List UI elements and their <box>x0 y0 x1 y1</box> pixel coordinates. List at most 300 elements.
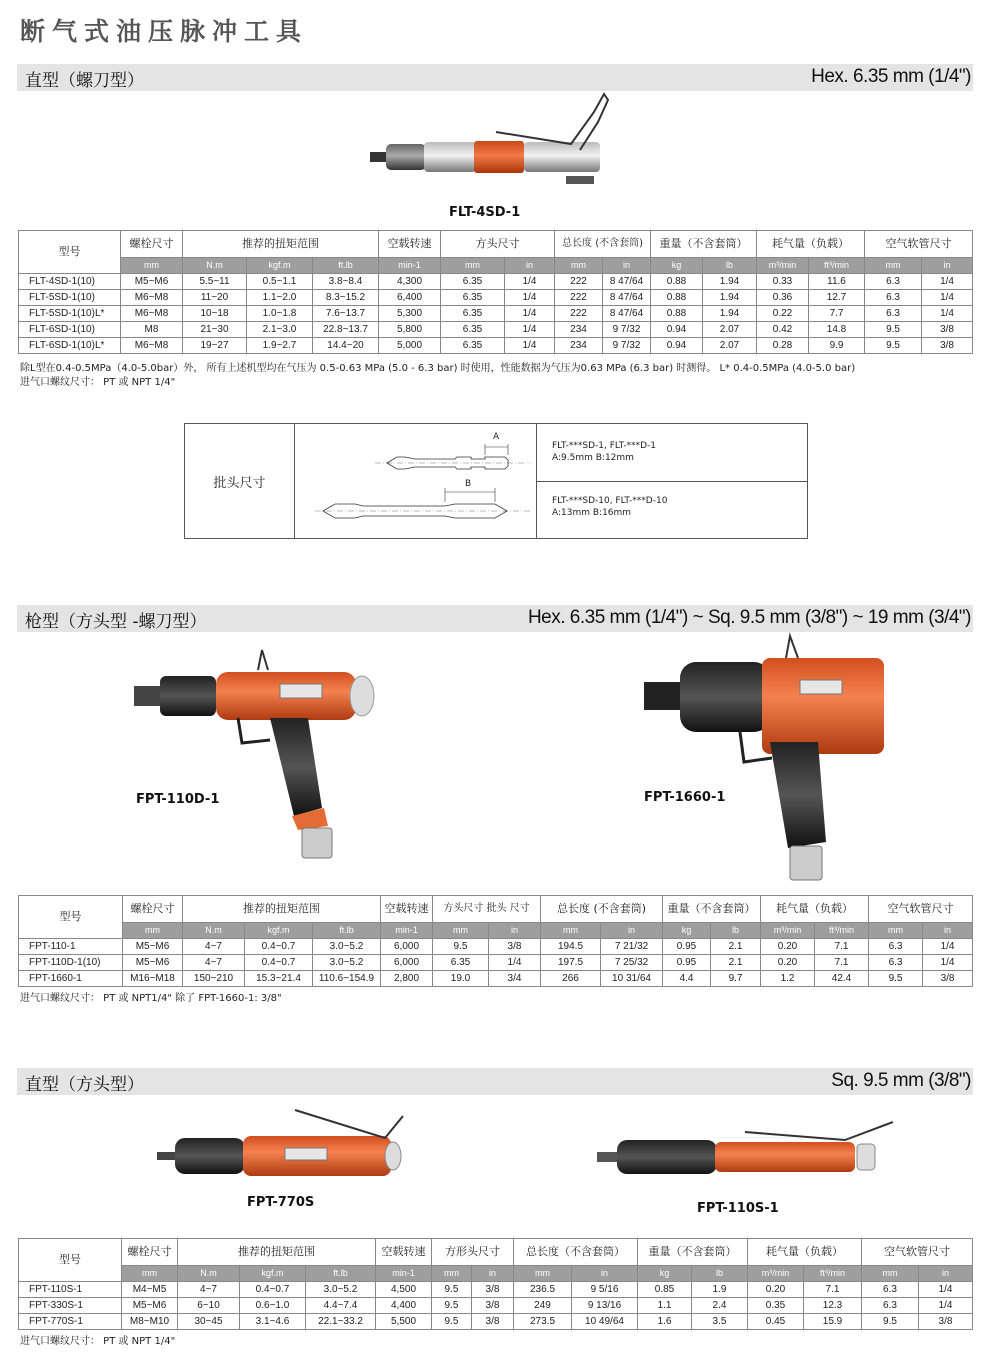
value-cell: 1/4 <box>923 939 973 955</box>
note-inlet-thread: 进气口螺纹尺寸： PT 或 NPT 1/4" <box>20 377 176 388</box>
value-cell: 6.3 <box>865 306 922 322</box>
value-cell: 9.5 <box>862 1314 919 1330</box>
value-cell: 3.1~4.6 <box>240 1314 306 1330</box>
unit-cell: N.m <box>183 258 247 274</box>
header-model: 型号 <box>19 231 121 274</box>
value-cell: 9.5 <box>865 338 922 354</box>
value-cell: 1.94 <box>703 290 757 306</box>
value-cell: 1.6 <box>638 1314 692 1330</box>
table-row <box>19 971 973 987</box>
tool-label-fpt-1660-1: FPT-1660-1 <box>644 790 726 805</box>
value-cell: 266 <box>541 971 601 987</box>
value-cell: 1/4 <box>922 274 973 290</box>
value-cell: 1.1 <box>638 1298 692 1314</box>
unit-cell: mm <box>441 258 505 274</box>
bit-spec-2-models: FLT-***SD-10, FLT-***D-10 <box>552 496 668 506</box>
section-spec: Sq. 9.5 mm (3/8") <box>831 1070 971 1091</box>
spec-table-pistol <box>18 895 973 987</box>
unit-cell: m³/min <box>757 258 809 274</box>
bit-spec-1 <box>537 440 807 464</box>
section-header-straight-screwdriver <box>17 64 973 91</box>
value-cell: 42.4 <box>815 971 869 987</box>
value-cell: 197.5 <box>541 955 601 971</box>
header-model: 型号 <box>19 896 123 939</box>
value-cell: 3.0~5.2 <box>313 955 381 971</box>
header-speed: 空载转速 <box>376 1239 432 1266</box>
header-length: 总长度（不含套筒） <box>514 1239 638 1266</box>
value-cell: 14.4~20 <box>313 338 379 354</box>
section-title: 枪型（方头型 -螺刀型） <box>25 612 207 632</box>
table-row <box>19 306 973 322</box>
model-cell: FPT-770S-1 <box>19 1314 122 1330</box>
value-cell: 234 <box>555 322 603 338</box>
value-cell: 11~20 <box>183 290 247 306</box>
spec-table-straight-square <box>18 1238 973 1330</box>
unit-cell: ft.lb <box>313 258 379 274</box>
value-cell: 11.6 <box>809 274 865 290</box>
value-cell: 2.1~3.0 <box>247 322 313 338</box>
model-cell: FPT-1660-1 <box>19 971 123 987</box>
value-cell: 1.94 <box>703 306 757 322</box>
header-torque: 推荐的扭矩范围 <box>183 896 381 923</box>
value-cell: 7.6~13.7 <box>313 306 379 322</box>
unit-cell: N.m <box>183 923 245 939</box>
value-cell: 234 <box>555 338 603 354</box>
unit-cell: kg <box>663 923 711 939</box>
value-cell: 6.35 <box>441 338 505 354</box>
value-cell: 8 47/64 <box>603 274 651 290</box>
value-cell: 222 <box>555 274 603 290</box>
unit-cell: m³/min <box>748 1266 804 1282</box>
bit-spec-2-dims: A:13mm B:16mm <box>552 508 632 518</box>
value-cell: 8 47/64 <box>603 306 651 322</box>
unit-cell: kg <box>651 258 703 274</box>
value-cell: 6.35 <box>441 306 505 322</box>
value-cell: 6,000 <box>381 955 433 971</box>
value-cell: 6.3 <box>869 955 923 971</box>
value-cell: M16~M18 <box>123 971 183 987</box>
value-cell: 15.9 <box>804 1314 862 1330</box>
bit-size-box <box>184 423 808 539</box>
header-bolt: 螺栓尺寸 <box>122 1239 178 1266</box>
value-cell: 0.36 <box>757 290 809 306</box>
model-cell: FPT-110-1 <box>19 939 123 955</box>
value-cell: 0.4~0.7 <box>240 1282 306 1298</box>
unit-cell: mm <box>869 923 923 939</box>
value-cell: 3/8 <box>922 322 973 338</box>
header-hose: 空气软管尺寸 <box>862 1239 973 1266</box>
value-cell: 1/4 <box>505 290 555 306</box>
section-header-pistol <box>17 605 973 632</box>
unit-cell: in <box>505 258 555 274</box>
value-cell: 9 7/32 <box>603 322 651 338</box>
value-cell: 7.1 <box>804 1282 862 1298</box>
header-air: 耗气量（负载） <box>761 896 869 923</box>
unit-cell: mm <box>122 1266 178 1282</box>
value-cell: 4,500 <box>376 1282 432 1298</box>
value-cell: 249 <box>514 1298 572 1314</box>
value-cell: 1.94 <box>703 274 757 290</box>
unit-cell: ft.lb <box>313 923 381 939</box>
table-body <box>19 939 973 987</box>
model-cell: FLT-6SD-1(10) <box>19 322 121 338</box>
value-cell: M5~M6 <box>123 955 183 971</box>
value-cell: 9.5 <box>869 971 923 987</box>
value-cell: 150~210 <box>183 971 245 987</box>
value-cell: 7 25/32 <box>601 955 663 971</box>
value-cell: 10~18 <box>183 306 247 322</box>
value-cell: 0.6~1.0 <box>240 1298 306 1314</box>
table-row <box>19 939 973 955</box>
note-pressure: 除L型在0.4-0.5MPa（4.0-5.0bar）外， 所有上述机型均在气压为 0.5-0.63 MPa (5.0 - 6.3 bar) 时使用，性能数据为气压为0.63 MPa (6.3 bar) 时测得。 L* 0.4-0.5MPa (4.0-5.0 bar) <box>20 363 856 374</box>
value-cell: 10 49/64 <box>572 1314 638 1330</box>
header-length: 总长度 (不含套筒) <box>555 231 651 258</box>
value-cell: 8 47/64 <box>603 290 651 306</box>
value-cell: 0.95 <box>663 955 711 971</box>
unit-cell: lb <box>711 923 761 939</box>
value-cell: 1.0~1.8 <box>247 306 313 322</box>
value-cell: 9.7 <box>711 971 761 987</box>
value-cell: 10 31/64 <box>601 971 663 987</box>
unit-cell: mm <box>865 258 922 274</box>
unit-cell: min-1 <box>379 258 441 274</box>
value-cell: 1/4 <box>923 955 973 971</box>
value-cell: 2,800 <box>381 971 433 987</box>
value-cell: 0.33 <box>757 274 809 290</box>
note-inlet-thread: 进气口螺纹尺寸： PT 或 NPT1/4" 除了 FPT-1660-1: 3/8" <box>20 993 282 1004</box>
bit-spec-2 <box>537 495 807 519</box>
unit-cell: N.m <box>178 1266 240 1282</box>
table-row <box>19 274 973 290</box>
value-cell: 0.88 <box>651 290 703 306</box>
value-cell: 236.5 <box>514 1282 572 1298</box>
value-cell: 4,300 <box>379 274 441 290</box>
unit-cell: in <box>919 1266 973 1282</box>
value-cell: 8.3~15.2 <box>313 290 379 306</box>
value-cell: M5~M6 <box>122 1298 178 1314</box>
value-cell: 0.5~1.1 <box>247 274 313 290</box>
value-cell: 12.7 <box>809 290 865 306</box>
unit-cell: m³/min <box>761 923 815 939</box>
page-title: 断气式油压脉冲工具 <box>20 17 309 46</box>
value-cell: 0.28 <box>757 338 809 354</box>
value-cell: 9 7/32 <box>603 338 651 354</box>
value-cell: 0.22 <box>757 306 809 322</box>
table-body <box>19 274 973 354</box>
value-cell: 4.4~7.4 <box>306 1298 376 1314</box>
table-row <box>19 1314 973 1330</box>
value-cell: 6.3 <box>862 1298 919 1314</box>
value-cell: M6~M8 <box>121 290 183 306</box>
value-cell: 110.6~154.9 <box>313 971 381 987</box>
value-cell: 7.1 <box>815 955 869 971</box>
note-inlet-thread: 进气口螺纹尺寸： PT 或 NPT 1/4" <box>20 1336 176 1347</box>
bit-divider <box>537 481 807 482</box>
value-cell: 21~30 <box>183 322 247 338</box>
header-torque: 推荐的扭矩范围 <box>178 1239 376 1266</box>
header-hose: 空气软管尺寸 <box>869 896 973 923</box>
value-cell: 2.07 <box>703 338 757 354</box>
tool-label-fpt-770s: FPT-770S <box>247 1195 315 1210</box>
header-length: 总长度 (不含套筒) <box>541 896 663 923</box>
value-cell: 2.4 <box>692 1298 748 1314</box>
unit-cell: mm <box>433 923 489 939</box>
value-cell: M5~M6 <box>121 274 183 290</box>
value-cell: 4,400 <box>376 1298 432 1314</box>
unit-cell: ft³/min <box>804 1266 862 1282</box>
value-cell: 5,500 <box>376 1314 432 1330</box>
unit-cell: min-1 <box>376 1266 432 1282</box>
header-square: 方形头尺寸 <box>432 1239 514 1266</box>
value-cell: 4~7 <box>178 1282 240 1298</box>
value-cell: 1/4 <box>505 322 555 338</box>
value-cell: 7.1 <box>815 939 869 955</box>
value-cell: 1/4 <box>922 290 973 306</box>
value-cell: 9.5 <box>433 939 489 955</box>
value-cell: 2.07 <box>703 322 757 338</box>
value-cell: 3/8 <box>472 1314 514 1330</box>
value-cell: M8~M10 <box>122 1314 178 1330</box>
value-cell: 0.4~0.7 <box>245 955 313 971</box>
value-cell: 222 <box>555 306 603 322</box>
bit-size-label: 批头尺寸 <box>185 424 295 538</box>
spec-table-straight-screwdriver <box>18 230 973 354</box>
unit-cell: in <box>922 258 973 274</box>
model-cell: FPT-330S-1 <box>19 1298 122 1314</box>
value-cell: 273.5 <box>514 1314 572 1330</box>
unit-cell: mm <box>514 1266 572 1282</box>
bit-diagram <box>295 424 537 538</box>
table-row <box>19 955 973 971</box>
unit-cell: mm <box>123 923 183 939</box>
unit-cell: kg <box>638 1266 692 1282</box>
value-cell: 9.5 <box>432 1298 472 1314</box>
value-cell: 0.94 <box>651 338 703 354</box>
value-cell: 0.42 <box>757 322 809 338</box>
table-row <box>19 338 973 354</box>
value-cell: 222 <box>555 290 603 306</box>
unit-cell: kgf.m <box>240 1266 306 1282</box>
table-row <box>19 1282 973 1298</box>
model-cell: FPT-110S-1 <box>19 1282 122 1298</box>
value-cell: M5~M6 <box>123 939 183 955</box>
value-cell: 0.95 <box>663 939 711 955</box>
bit-drawing <box>295 424 537 538</box>
header-weight: 重量（不含套筒） <box>638 1239 748 1266</box>
value-cell: 0.4~0.7 <box>245 939 313 955</box>
unit-cell: lb <box>703 258 757 274</box>
unit-cell: in <box>601 923 663 939</box>
value-cell: 1/4 <box>919 1282 973 1298</box>
model-cell: FLT-5SD-1(10)L* <box>19 306 121 322</box>
header-speed: 空载转速 <box>379 231 441 258</box>
value-cell: 14.8 <box>809 322 865 338</box>
fpt-110s-1-tool-image <box>595 1120 900 1190</box>
unit-cell: in <box>923 923 973 939</box>
table-row <box>19 290 973 306</box>
value-cell: 3/8 <box>919 1314 973 1330</box>
table-row <box>19 322 973 338</box>
value-cell: 0.94 <box>651 322 703 338</box>
model-cell: FPT-110D-1(10) <box>19 955 123 971</box>
model-cell: FLT-5SD-1(10) <box>19 290 121 306</box>
value-cell: 1/4 <box>505 274 555 290</box>
unit-cell: mm <box>862 1266 919 1282</box>
value-cell: 3/8 <box>472 1298 514 1314</box>
value-cell: 4.4 <box>663 971 711 987</box>
section-title: 直型（螺刀型） <box>25 71 144 91</box>
header-air: 耗气量（负载） <box>757 231 865 258</box>
value-cell: 6.35 <box>433 955 489 971</box>
value-cell: 1/4 <box>505 306 555 322</box>
value-cell: 5.5~11 <box>183 274 247 290</box>
header-hose: 空气软管尺寸 <box>865 231 973 258</box>
value-cell: 1.2 <box>761 971 815 987</box>
unit-cell: mm <box>121 258 183 274</box>
value-cell: 22.1~33.2 <box>306 1314 376 1330</box>
tool-label-fpt-110d-1: FPT-110D-1 <box>136 792 220 807</box>
value-cell: 1/4 <box>919 1298 973 1314</box>
fpt-1660-1-tool-image <box>640 632 890 882</box>
value-cell: M6~M8 <box>121 306 183 322</box>
value-cell: 22.8~13.7 <box>313 322 379 338</box>
section-header-straight-square <box>17 1068 973 1095</box>
table-body <box>19 1282 973 1330</box>
value-cell: M8 <box>121 322 183 338</box>
value-cell: 194.5 <box>541 939 601 955</box>
unit-cell: in <box>572 1266 638 1282</box>
value-cell: 6.35 <box>441 290 505 306</box>
value-cell: 6.35 <box>441 322 505 338</box>
header-speed: 空载转速 <box>381 896 433 923</box>
value-cell: 1/4 <box>489 955 541 971</box>
value-cell: 0.88 <box>651 306 703 322</box>
value-cell: 9.9 <box>809 338 865 354</box>
unit-cell: lb <box>692 1266 748 1282</box>
header-air: 耗气量（负载） <box>748 1239 862 1266</box>
value-cell: 1.1~2.0 <box>247 290 313 306</box>
value-cell: 3.0~5.2 <box>306 1282 376 1298</box>
value-cell: M6~M8 <box>121 338 183 354</box>
value-cell: 6.3 <box>869 939 923 955</box>
value-cell: 6~10 <box>178 1298 240 1314</box>
value-cell: 0.45 <box>748 1314 804 1330</box>
header-bolt: 螺栓尺寸 <box>123 896 183 923</box>
unit-cell: mm <box>541 923 601 939</box>
header-square: 方头尺寸 批头 尺寸 <box>433 896 541 923</box>
dim-b-label: B <box>465 479 472 489</box>
unit-cell: in <box>603 258 651 274</box>
unit-cell: mm <box>555 258 603 274</box>
fpt-110d-1-tool-image <box>130 648 380 863</box>
value-cell: 3/8 <box>923 971 973 987</box>
value-cell: 12.3 <box>804 1298 862 1314</box>
bit-spec-1-models: FLT-***SD-1, FLT-***D-1 <box>552 441 656 451</box>
header-model: 型号 <box>19 1239 122 1282</box>
value-cell: 9.5 <box>432 1314 472 1330</box>
model-cell: FLT-6SD-1(10)L* <box>19 338 121 354</box>
bit-spec-1-dims: A:9.5mm B:12mm <box>552 453 634 463</box>
value-cell: 19.0 <box>433 971 489 987</box>
value-cell: 6.3 <box>865 290 922 306</box>
value-cell: 4~7 <box>183 939 245 955</box>
value-cell: 6.35 <box>441 274 505 290</box>
value-cell: 9 5/16 <box>572 1282 638 1298</box>
tool-label-flt-4sd-1: FLT-4SD-1 <box>449 205 521 220</box>
value-cell: 9.5 <box>865 322 922 338</box>
value-cell: 5,000 <box>379 338 441 354</box>
section-spec: Hex. 6.35 mm (1/4") <box>811 66 971 87</box>
value-cell: 0.88 <box>651 274 703 290</box>
value-cell: 4~7 <box>183 955 245 971</box>
unit-cell: kgf.m <box>245 923 313 939</box>
value-cell: 3/8 <box>922 338 973 354</box>
value-cell: M4~M5 <box>122 1282 178 1298</box>
header-bolt: 螺栓尺寸 <box>121 231 183 258</box>
flt-4sd-1-tool-image <box>366 92 616 196</box>
unit-cell: mm <box>432 1266 472 1282</box>
unit-cell: min-1 <box>381 923 433 939</box>
value-cell: 0.35 <box>748 1298 804 1314</box>
unit-cell: ft³/min <box>809 258 865 274</box>
value-cell: 5,800 <box>379 322 441 338</box>
value-cell: 30~45 <box>178 1314 240 1330</box>
value-cell: 3.8~8.4 <box>313 274 379 290</box>
value-cell: 1/4 <box>505 338 555 354</box>
value-cell: 3/8 <box>489 939 541 955</box>
header-square: 方头尺寸 <box>441 231 555 258</box>
value-cell: 1.9 <box>692 1282 748 1298</box>
unit-cell: ft³/min <box>815 923 869 939</box>
value-cell: 3.0~5.2 <box>313 939 381 955</box>
header-weight: 重量（不含套筒） <box>651 231 757 258</box>
header-torque: 推荐的扭矩范围 <box>183 231 379 258</box>
value-cell: 2.1 <box>711 955 761 971</box>
value-cell: 0.85 <box>638 1282 692 1298</box>
model-cell: FLT-4SD-1(10) <box>19 274 121 290</box>
value-cell: 0.20 <box>748 1282 804 1298</box>
value-cell: 3/8 <box>472 1282 514 1298</box>
value-cell: 7.7 <box>809 306 865 322</box>
header-weight: 重量（不含套筒） <box>663 896 761 923</box>
value-cell: 9.5 <box>432 1282 472 1298</box>
dim-a-label: A <box>493 432 500 442</box>
value-cell: 5,300 <box>379 306 441 322</box>
value-cell: 0.20 <box>761 939 815 955</box>
value-cell: 3/4 <box>489 971 541 987</box>
unit-cell: kgf.m <box>247 258 313 274</box>
unit-cell: in <box>472 1266 514 1282</box>
value-cell: 6,400 <box>379 290 441 306</box>
value-cell: 6.3 <box>865 274 922 290</box>
table-row <box>19 1298 973 1314</box>
value-cell: 0.20 <box>761 955 815 971</box>
value-cell: 15.3~21.4 <box>245 971 313 987</box>
unit-cell: ft.lb <box>306 1266 376 1282</box>
section-title: 直型（方头型） <box>25 1075 144 1095</box>
value-cell: 1/4 <box>922 306 973 322</box>
tool-label-fpt-110s-1: FPT-110S-1 <box>697 1201 779 1216</box>
value-cell: 6.3 <box>862 1282 919 1298</box>
section-spec: Hex. 6.35 mm (1/4") ~ Sq. 9.5 mm (3/8") ~ 19 mm (3/4") <box>527 607 971 628</box>
value-cell: 7 21/32 <box>601 939 663 955</box>
value-cell: 9 13/16 <box>572 1298 638 1314</box>
value-cell: 3.5 <box>692 1314 748 1330</box>
value-cell: 6,000 <box>381 939 433 955</box>
value-cell: 1.9~2.7 <box>247 338 313 354</box>
value-cell: 2.1 <box>711 939 761 955</box>
value-cell: 19~27 <box>183 338 247 354</box>
